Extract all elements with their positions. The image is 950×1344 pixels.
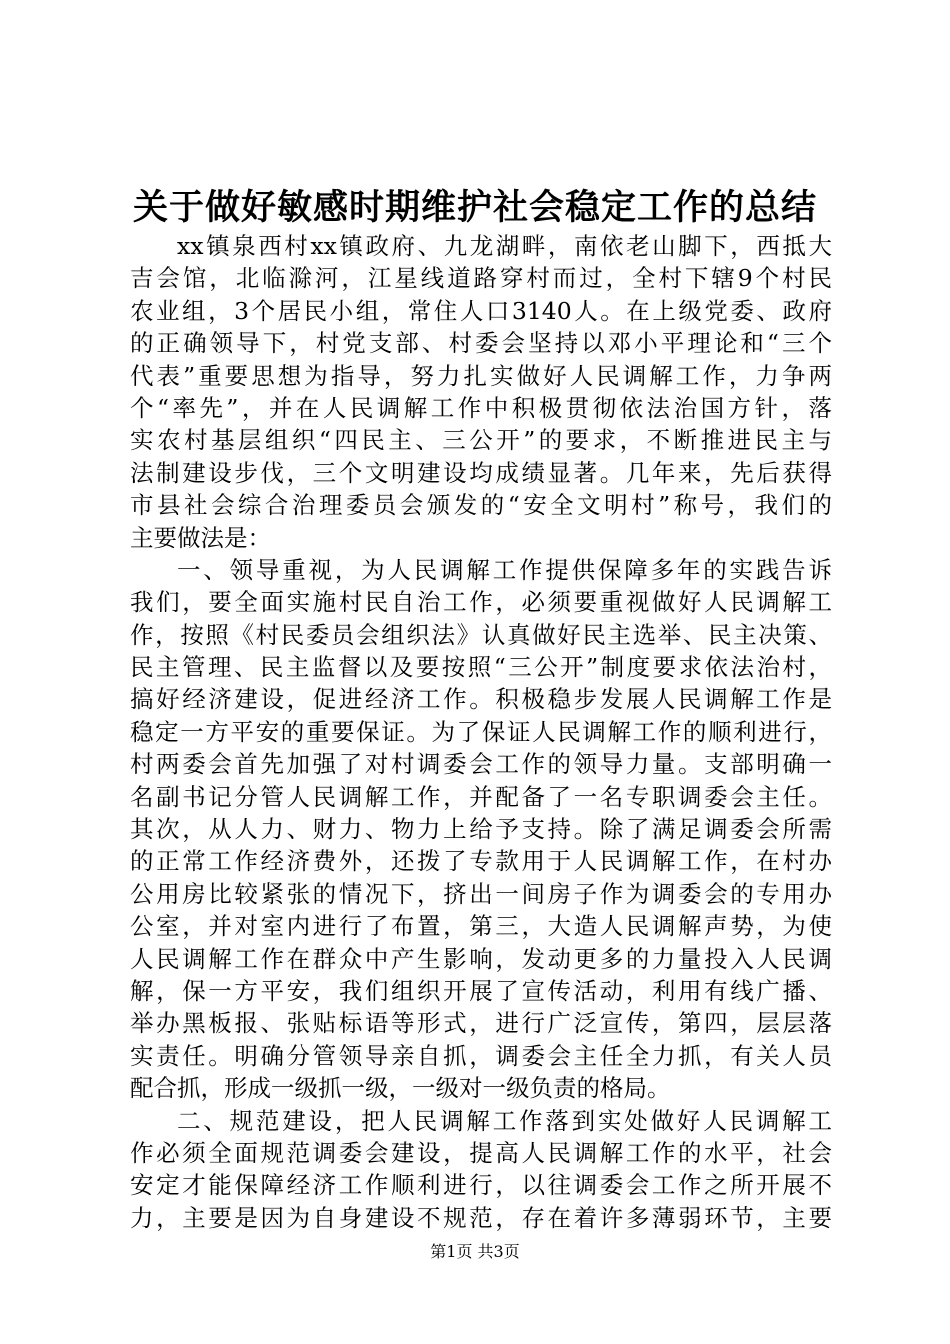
text-line: 作，按照《村民委员会组织法》认真做好民主选举、民主决策、 — [130, 620, 832, 649]
text-line: 主要做法是： — [130, 523, 271, 552]
document-body — [130, 230, 832, 1234]
text-line: 配合抓，形成一级抓一级，一级对一级负责的格局。 — [130, 1074, 671, 1103]
text-line: 民主管理、民主监督以及要按照“三公开”制度要求依法治村， — [130, 653, 832, 682]
text-line: 村两委会首先加强了对村调委会工作的领导力量。支部明确一 — [130, 750, 832, 779]
text-line: 个“率先”，并在人民调解工作中积极贯彻依法治国方针，落 — [130, 393, 832, 422]
text-line: 的正确领导下，村党支部、村委会坚持以邓小平理论和“三个 — [130, 329, 832, 358]
text-line: 其次，从人力、财力、物力上给予支持。除了满足调委会所需 — [130, 815, 832, 844]
text-line: 名副书记分管人民调解工作，并配备了一名专职调委会主任。 — [130, 782, 832, 811]
text-line: 我们，要全面实施村民自治工作，必须要重视做好人民调解工 — [130, 588, 832, 617]
text-line: 市县社会综合治理委员会颁发的“安全文明村”称号，我们的 — [130, 491, 832, 520]
text-line: 的正常工作经济费外，还拨了专款用于人民调解工作，在村办 — [130, 847, 832, 876]
document-title: 关于做好敏感时期维护社会稳定工作的总结 — [132, 187, 817, 228]
text-line: 实农村基层组织“四民主、三公开”的要求，不断推进民主与 — [130, 426, 832, 455]
text-line: 力，主要是因为自身建设不规范，存在着许多薄弱环节，主要 — [130, 1203, 832, 1232]
page-number-footer: 第1页 共3页 — [430, 1242, 520, 1261]
text-line: 安定才能保障经济工作顺利进行，以往调委会工作之所开展不 — [130, 1171, 832, 1200]
text-line: xx镇泉西村xx镇政府、九龙湖畔，南依老山脚下，西抵大 — [177, 232, 832, 260]
text-line: 二、规范建设，把人民调解工作落到实处做好人民调解工 — [177, 1106, 832, 1135]
text-line: 农业组，3个居民小组，常住人口3140人。在上级党委、政府 — [130, 296, 832, 325]
text-line: 稳定一方平安的重要保证。为了保证人民调解工作的顺利进行， — [130, 717, 832, 746]
text-line: 法制建设步伐，三个文明建设均成绩显著。几年来，先后获得 — [130, 458, 832, 487]
text-line: 举办黑板报、张贴标语等形式，进行广泛宣传，第四，层层落 — [130, 1009, 832, 1038]
text-line: 人民调解工作在群众中产生影响，发动更多的力量投入人民调 — [130, 944, 832, 973]
text-line: 一、领导重视，为人民调解工作提供保障多年的实践告诉 — [177, 555, 832, 584]
text-line: 代表”重要思想为指导，努力扎实做好人民调解工作，力争两 — [130, 361, 832, 390]
text-line: 作必须全面规范调委会建设，提高人民调解工作的水平，社会 — [130, 1138, 832, 1167]
text-line: 实责任。明确分管领导亲自抓，调委会主任全力抓，有关人员 — [130, 1041, 832, 1070]
text-line: 公室，并对室内进行了布置，第三，大造人民调解声势，为使 — [130, 912, 832, 941]
text-line: 公用房比较紧张的情况下，挤出一间房子作为调委会的专用办 — [130, 879, 832, 908]
text-line: 吉会馆，北临滁河，江星线道路穿村而过，全村下辖9个村民 — [130, 264, 832, 293]
text-line: 解，保一方平安，我们组织开展了宣传活动，利用有线广播、 — [130, 976, 832, 1005]
text-line: 搞好经济建设，促进经济工作。积极稳步发展人民调解工作是 — [130, 685, 832, 714]
